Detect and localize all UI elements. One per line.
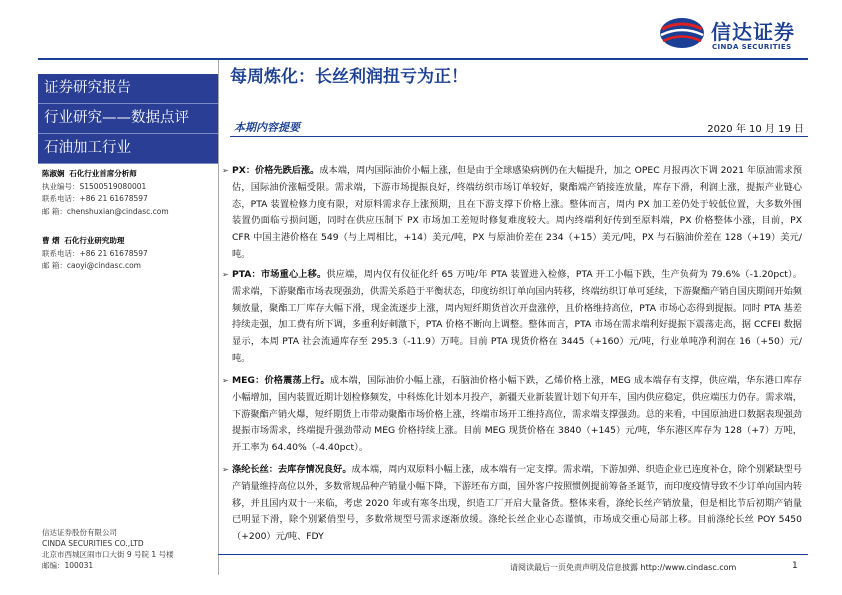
arrow-bullet-icon: ➢ (222, 270, 229, 279)
arrow-bullet-icon: ➢ (222, 465, 229, 474)
logo-cn-text: 信达证券 (711, 20, 795, 44)
page-number: 1 (792, 561, 798, 571)
company-zip: 邮编：100031 (42, 561, 94, 570)
paragraph-text: 供应端，周内仅有仪征化纤 65 万吨/年 PTA 装置进入检修，PTA 开工小幅下跌，生产负荷为 79.6%（-1.20pct）。需求端，下游聚酯市场表现强劲，供需关系趋于平衡状态，印度纺织订单向国内转移，终端纺织订单可延续，下游聚酯产销自国庆期间开始频频放量，聚酯工厂库存大幅下滑，现金流逐步上涨，周内短纤期货首次开盘涨停，且价格维持高位，PTA 市场心态得到提振。同时 PTA 基差持续走强，加工费有所下调，多重利好刺激下，PTA 价格不断向上调整。整体而言，PTA 市场在需求端利好提振下震荡走高，据 CCFEI 数据显示，本周 PTA 社会流通库存至 295.3（-11.9）万吨。目前 PTA 现货价格在 3445（+160）元/吨，行业单吨净利润在 16（+50）元/吨。 (232, 269, 802, 364)
logo-en-text: CINDA SECURITIES (712, 43, 792, 51)
analyst-phone: 联系电话：+86 21 61678597 (42, 248, 148, 258)
paragraph-filament (222, 462, 803, 550)
paragraph-lead: 涤纶长丝：去库存情况良好。 (232, 464, 352, 475)
sidebar-category-box (38, 74, 218, 164)
paragraph-text: 成本端，国际油价小幅上涨，石脑油价格小幅下跌，乙烯价格上涨，MEG 成本端存有支撑，供应端，华东港口库存小幅增加，国内装置近期计划检修频发，中科炼化计划本月投产，新疆天业新装置计划下旬开车，国内供应稳定，供应端压力仍存。需求端，下游聚酯产销火爆，短纤期货上市带动聚酯市场价格上涨，终端市场开工维持高位，需求端支撑强劲。总的来看，中国原油进口数据表现强劲提振市场需求，终端提升强劲带动 MEG 价格持续上涨。目前 MEG 现货价格在 3840（+145）元/吨，华东港区库存为 128（+7）万吨，开工率为 64.40%（-4.40pct）。 (232, 375, 802, 454)
analyst-phone: 联系电话：+86 21 61678597 (42, 194, 148, 203)
paragraph-px (222, 163, 803, 264)
paragraph-text: 成本端，周内国际油价小幅上涨，但是由于全球感染病例仍在大幅提升，加之 OPEC 月报再次下调 2021 年原油需求预估，国际油价涨幅受限。需求端，下游市场提振良好，终端纺织市场订单较好，聚酯端产销接连放量，库存下滑，利润上涨，提振产业链心态，PTA 装置检修力度有限，对原料需求存上涨预期，且在下游支撑下价格上涨。整体而言，周内 PX 加工差仍处于较低位置，大多数外围装置仍面临亏损问题，同时在供应压制下 PX 市场加工差短时修复难度较大。周内终端利好传到至原料端，PX 价格整体小涨，目前，PX CFR 中国主港价格在 549（与上周相比，+14）美元/吨，PX 与原油价差在 234（+15）美元/吨，PX 与石脑油价差在 128（+19）美元/吨。 (232, 165, 803, 260)
analyst-cert: 执业编号：S1500519080001 (42, 181, 147, 191)
paragraph-pta (222, 267, 802, 368)
summary-subtitle: 本期内容提要 (234, 121, 300, 134)
company-en: CINDA SECURITIES CO.,LTD (42, 539, 144, 548)
paragraph-lead: MEG：价格震荡上行。 (232, 375, 330, 386)
analyst-email[interactable]: 邮 箱：chenshuxian@cindasc.com (42, 206, 169, 216)
arrow-bullet-icon: ➢ (222, 376, 229, 385)
sidebar-item-research-type: 行业研究——数据点评 (38, 104, 218, 134)
analyst-role: 石化行业首席分析师 (69, 169, 137, 178)
analyst-name: 陈淑娴 (42, 169, 65, 178)
paragraph-lead: PTA：市场重心上移。 (232, 269, 327, 280)
paragraph-meg (222, 373, 802, 457)
sidebar-item-report-type: 证券研究报告 (38, 74, 218, 104)
page-title: 每周炼化：长丝利润扭亏为正！ (230, 67, 468, 87)
sidebar-item-industry: 石油加工行业 (38, 134, 218, 164)
summary-header (230, 118, 808, 137)
paragraph-lead: PX：价格先跌后涨。 (232, 165, 320, 176)
cinda-logo (657, 14, 807, 52)
company-address: 北京市西城区闹市口大街 9 号院 1 号楼 (42, 550, 174, 559)
footer-rule (218, 554, 808, 555)
analyst-card-2 (42, 235, 148, 273)
arrow-bullet-icon: ➢ (222, 166, 229, 175)
paragraph-text: 成本端，周内双原料小幅上涨，成本端有一定支撑。需求端，下游加弹、织造企业已连度补仓，除个别紧缺型号产销量维持高位以外，多数常规品种产销量小幅下降，下游坯布方面，国外客户按照惯例提前筹备圣诞节，而印度疫情导致不少订单向国内转移，并且国内双十一来临，考虑 2020 年或有寒冬出现，织造工厂开启大量备货。整体来看，涤纶长丝产销放量，但是相比节后初期产销量已明显下滑，除个别紧俏型号，多数常规型号需求逐渐放缓。涤纶长丝企业心态谨慎，市场成交重心局部上移。目前涤纶长丝 POY 5450（+200）元/吨、FDY (232, 464, 803, 543)
globe-logo-icon (657, 16, 707, 50)
sidebar (38, 60, 219, 575)
report-date: 2020 年 10 月 19 日 (707, 124, 804, 135)
company-cn: 信达证券股份有限公司 (42, 528, 117, 537)
analyst-card-1 (42, 168, 169, 218)
footer-disclaimer[interactable]: 请阅读最后一页免责声明及信息披露 http://www.cindasc.com (510, 563, 737, 572)
analyst-name: 曹 熠 (42, 236, 60, 245)
analyst-email[interactable]: 邮 箱：caoyi@cindasc.com (42, 261, 141, 270)
analyst-role: 石化行业研究助理 (64, 236, 125, 245)
company-info (42, 527, 174, 571)
